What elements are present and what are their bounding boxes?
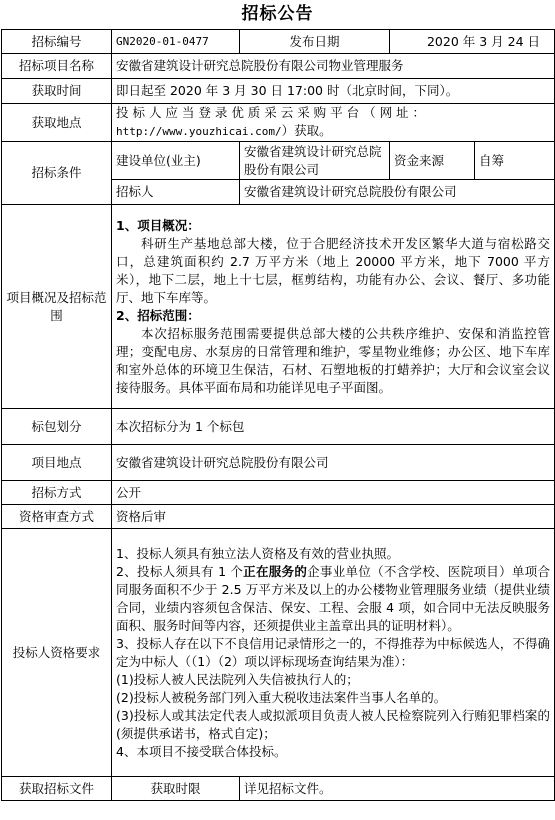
qualification-item-2-c: 企事业单位（不含学校、医院项目）单项合同服务面积不少于 2.5 万平方米及以上的办公楼物业管理服务业绩（提供业绩合同，业绩内容须包含保洁、保安、工程、会服 4 项，如合同中无法反映服务面积、服务时间等内容，还须提供业主盖章出具的证明材料）。: [116, 563, 551, 633]
overview-content: [112, 205, 555, 409]
row-project-name: [2, 54, 555, 79]
row-lots: [2, 409, 555, 445]
tender-method-label: 招标方式: [2, 481, 112, 505]
row-obtain-files: [2, 777, 555, 801]
qualification-item-2-a: 2、投标人须具有 1 个: [116, 563, 244, 579]
qualification-item-4: 4、本项目不接受联合体投标。: [116, 743, 287, 759]
tenderer-value: 安徽省建筑设计研究总院股份有限公司: [240, 180, 555, 205]
tender-notice-table: [1, 29, 555, 801]
platform-url-link[interactable]: http://www.youzhicai.com/: [116, 125, 282, 138]
overview-heading-1: 1、项目概况：: [116, 217, 200, 233]
lots-label: 标包划分: [2, 409, 112, 445]
obtain-deadline-label: 获取时限: [112, 777, 240, 801]
tender-number-value: GN2020-01-0477: [112, 30, 240, 54]
tenderer-label: 招标人: [112, 180, 240, 205]
publish-date-label: 发布日期: [240, 30, 390, 54]
review-method-value: 资格后审: [112, 505, 555, 529]
overview-heading-2: 2、招标范围：: [116, 307, 200, 323]
overview-paragraph-2: 本次招标服务范围需要提供总部大楼的公共秩序维护、安保和消监控管理；变配电房、水泵房的日常管理和维护，零星物业维修；办公区、地下车库和室外总体的环境卫生保洁，石材、石塑地板的打蜡养护；大厅和会议室会议接待服务。具体平面布局和功能详见电子平面图。: [116, 325, 551, 395]
qualification-content: [112, 529, 555, 777]
tender-method-value: 公开: [112, 481, 555, 505]
publish-date-value: 2020 年 3 月 24 日: [390, 30, 555, 54]
tender-number-label: 招标编号: [2, 30, 112, 54]
qualification-item-3-2: (2)投标人被税务部门列入重大税收违法案件当事人名单的。: [116, 689, 447, 705]
lots-value: 本次招标分为 1 个标包: [112, 409, 555, 445]
qualification-item-3-1: (1)投标人被人民法院列入失信被执行人的；: [116, 671, 359, 687]
overview-label: 项目概况及招标范围: [2, 205, 112, 409]
obtain-files-value: 详见招标文件。: [240, 777, 555, 801]
review-method-label: 资格审查方式: [2, 505, 112, 529]
overview-paragraph-1: 科研生产基地总部大楼，位于合肥经济技术开发区繁华大道与宿松路交口，总建筑面积约 2.7 万平方米（地上 20000 平方米，地下 7000 平方米），地下二层，地上十七层，框剪结构，功能有办公、会议、餐厅、多功能厅、地下车库等。: [116, 235, 551, 305]
row-overview: [2, 205, 555, 409]
qualification-item-2-emphasis: 正在服务的: [243, 563, 308, 579]
obtain-place-value: [112, 104, 555, 142]
project-name-value: 安徽省建筑设计研究总院股份有限公司物业管理服务: [112, 54, 555, 79]
obtain-files-label: 获取招标文件: [2, 777, 112, 801]
qualification-label: 投标人资格要求: [2, 529, 112, 777]
project-name-label: 招标项目名称: [2, 54, 112, 79]
row-review-method: [2, 505, 555, 529]
obtain-place-suffix: ）获取。: [281, 123, 332, 138]
qualification-item-3-3: (3)投标人或其法定代表人或拟派项目负责人被人民检察院列入行贿犯罪档案的(须提供承诺书，格式自定)；: [116, 707, 551, 741]
qualification-item-3: 3、投标人存在以下不良信用记录情形之一的，不得推荐为中标候选人，不得确定为中标人（（1）（2）项以评标现场查询结果为准）：: [116, 635, 551, 669]
row-project-location: [2, 445, 555, 481]
page-title: 招标公告: [241, 4, 314, 24]
obtain-time-value: 即日起至 2020 年 3 月 30 日 17:00 时（北京时间，下同）。: [112, 79, 555, 104]
build-unit-label: 建设单位(业主): [112, 142, 240, 180]
row-qualification: [2, 529, 555, 777]
obtain-place-line1: 投 标 人 应 当 登 录 优 质 采 云 采 购 平 台 （ 网 址 ：: [116, 105, 426, 120]
obtain-time-label: 获取时间: [2, 79, 112, 104]
qualification-item-1: 1、投标人须具有独立法人资格及有效的营业执照。: [116, 545, 399, 561]
obtain-place-line2: [116, 122, 550, 141]
obtain-place-label: 获取地点: [2, 104, 112, 142]
row-obtain-place: [2, 104, 555, 142]
project-location-value: 安徽省建筑设计研究总院股份有限公司: [112, 445, 555, 481]
fund-source-label: 资金来源: [390, 142, 475, 180]
build-unit-value: 安徽省建筑设计研究总院股份有限公司: [240, 142, 390, 180]
conditions-label: 招标条件: [2, 142, 112, 205]
fund-source-value: 自筹: [475, 142, 555, 180]
project-location-label: 项目地点: [2, 445, 112, 481]
row-obtain-time: [2, 79, 555, 104]
row-tender-method: [2, 481, 555, 505]
qualification-item-2: [116, 563, 550, 635]
row-tender-number: [2, 30, 555, 54]
row-conditions-1: [2, 142, 555, 180]
